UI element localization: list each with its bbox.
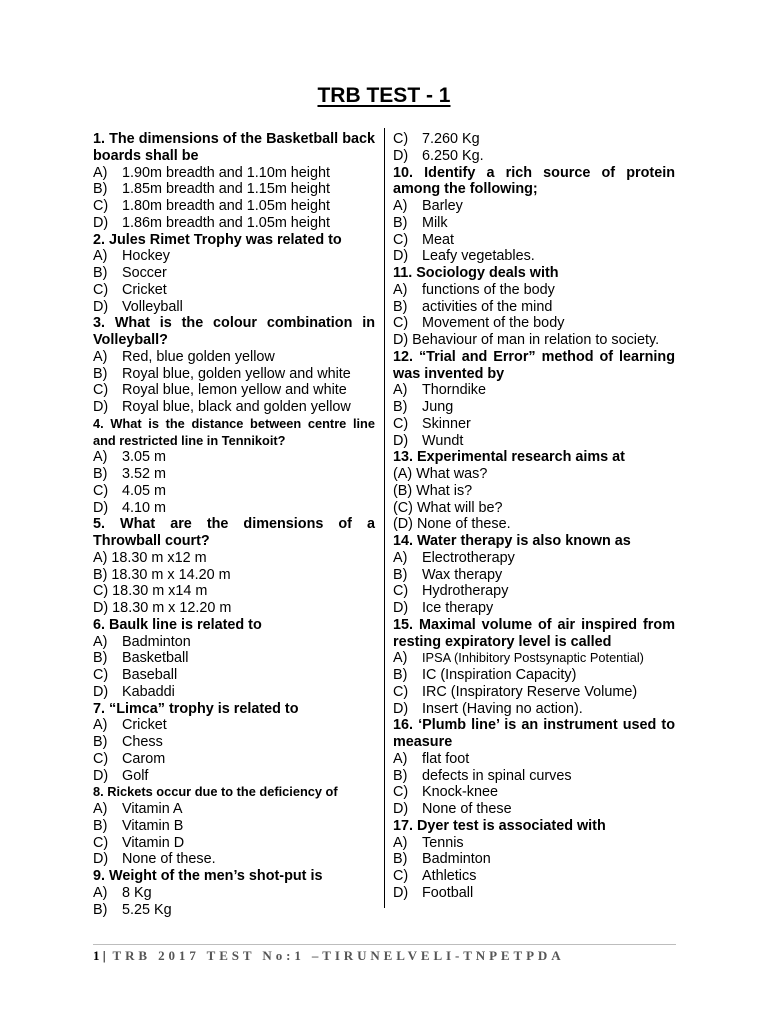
option-text: 1.86m breadth and 1.05m height — [122, 214, 331, 231]
option-label: D) — [393, 884, 409, 901]
answer-option — [393, 131, 675, 148]
answer-option — [93, 466, 375, 483]
option-text: Barley — [422, 198, 463, 214]
option-label: C) — [393, 315, 409, 332]
answer-option — [393, 198, 675, 215]
question-text: 7. “Limca” trophy is related to — [93, 700, 299, 717]
option-text: None of these — [422, 801, 512, 817]
option-label: D) — [93, 683, 109, 700]
option-text: Cricket — [122, 717, 167, 734]
answer-option — [393, 399, 675, 416]
question-text: 6. Baulk line is related to — [93, 616, 262, 633]
option-text: Thorndike — [422, 382, 486, 399]
option-text: 1.80m breadth and 1.05m height — [122, 198, 331, 214]
option-label: B) — [393, 851, 408, 868]
answer-option — [393, 248, 675, 265]
answer-option — [393, 416, 675, 433]
answer-option — [93, 902, 375, 919]
option-text: Skinner — [422, 415, 471, 432]
option-text: Royal blue, golden yellow and white — [122, 365, 351, 382]
option-label: D) — [393, 600, 409, 616]
answer-option — [393, 433, 675, 450]
option-label: A) — [93, 449, 108, 466]
option-label: C) — [393, 583, 409, 600]
option-label: A) — [93, 633, 108, 650]
answer-option — [93, 215, 375, 232]
answer-option — [93, 717, 375, 734]
option-label: B) — [393, 214, 408, 231]
answer-option — [93, 349, 375, 366]
answer-option — [93, 500, 375, 517]
answer-option — [93, 282, 375, 299]
answer-option: (B) What is? — [393, 482, 473, 499]
option-text: IC (Inspiration Capacity) — [422, 667, 577, 683]
option-label: B) — [93, 265, 108, 281]
answer-option — [393, 784, 675, 801]
question-text: 9. Weight of the men’s shot-put is — [93, 868, 323, 884]
answer-option — [393, 567, 675, 584]
option-text: Baseball — [122, 667, 178, 683]
answer-option — [393, 583, 675, 600]
option-label: A) — [393, 198, 408, 214]
option-text: Ice therapy — [422, 600, 494, 616]
question-text: 1. The dimensions of the Basketball back boards shall be — [93, 131, 375, 164]
option-text: Vitamin B — [122, 817, 184, 834]
option-text: IPSA (Inhibitory Postsynaptic Potential) — [422, 650, 644, 666]
option-text: activities of the mind — [422, 298, 553, 315]
question-text: 14. Water therapy is also known as — [393, 533, 631, 549]
option-label: C) — [93, 281, 109, 298]
option-text: Electrotherapy — [422, 549, 515, 566]
answer-option — [393, 885, 675, 902]
option-text: Badminton — [422, 851, 491, 868]
option-label: A) — [393, 281, 408, 298]
answer-option — [393, 835, 675, 852]
option-label: A) — [93, 348, 108, 365]
answer-option — [93, 684, 375, 701]
option-label: C) — [393, 784, 409, 801]
answer-option: (D) None of these. — [393, 516, 511, 533]
answer-option — [93, 181, 375, 198]
answer-option: (C) What will be? — [393, 499, 503, 516]
page-footer — [93, 948, 565, 964]
option-text: Royal blue, lemon yellow and white — [122, 382, 347, 399]
answer-option — [93, 449, 375, 466]
option-text: 3.05 m — [122, 449, 166, 466]
option-label: D) — [93, 399, 109, 415]
option-label: D) — [93, 851, 109, 868]
option-text: Vitamin D — [122, 834, 185, 851]
answer-option — [93, 265, 375, 282]
option-label: B) — [93, 734, 108, 750]
option-label: D) — [393, 147, 409, 164]
answer-option — [393, 600, 675, 617]
option-label: B) — [93, 365, 108, 382]
answer-option: D) Behaviour of man in relation to society. — [393, 332, 660, 348]
answer-option — [393, 751, 675, 768]
answer-option — [93, 366, 375, 383]
question-text: 3. What is the colour combination in Volleyball? — [93, 315, 375, 348]
option-text: 5.25 Kg — [122, 901, 172, 918]
option-label: A) — [393, 834, 408, 851]
option-label: D) — [93, 767, 109, 784]
option-label: B) — [93, 901, 108, 918]
option-label: B) — [393, 667, 408, 683]
answer-option — [393, 215, 675, 232]
option-label: A) — [393, 750, 408, 767]
option-text: Insert (Having no action). — [422, 700, 583, 717]
option-label: C) — [393, 131, 409, 147]
option-label: A) — [93, 717, 108, 734]
answer-option: A) 18.30 m x12 m — [93, 549, 207, 566]
answer-option — [393, 282, 675, 299]
answer-option — [93, 768, 375, 785]
answer-option — [393, 550, 675, 567]
answer-option — [393, 315, 675, 332]
option-label: C) — [393, 868, 409, 884]
option-label: C) — [93, 382, 109, 399]
answer-option — [93, 667, 375, 684]
option-text: Milk — [422, 214, 448, 231]
answer-option — [393, 382, 675, 399]
answer-option — [93, 165, 375, 182]
option-text: 3.52 m — [122, 466, 166, 482]
question-text: 15. Maximal volume of air inspired from resting expiratory level is called — [393, 616, 675, 650]
option-label: A) — [393, 382, 408, 399]
option-label: B) — [393, 399, 408, 415]
option-text: Wax therapy — [422, 566, 503, 583]
option-label: B) — [393, 566, 408, 583]
option-text: Leafy vegetables. — [422, 248, 535, 265]
option-text: 6.250 Kg. — [422, 147, 484, 164]
answer-option — [93, 198, 375, 215]
option-text: functions of the body — [422, 281, 555, 298]
option-text: Vitamin A — [122, 801, 183, 817]
option-text: Cricket — [122, 281, 167, 298]
question-text: 5. What are the dimensions of a Throwball court? — [93, 516, 375, 549]
option-text: Knock-knee — [422, 784, 498, 801]
option-text: Movement of the body — [422, 315, 565, 332]
option-text: Jung — [422, 399, 454, 415]
option-text: 4.05 m — [122, 482, 166, 499]
answer-option — [93, 818, 375, 835]
option-text: 1.85m breadth and 1.15m height — [122, 181, 331, 198]
option-label: B) — [93, 181, 108, 198]
option-text: Hydrotherapy — [422, 583, 509, 600]
option-label: A) — [93, 248, 108, 265]
option-text: 7.260 Kg — [422, 131, 480, 147]
option-label: C) — [393, 231, 409, 248]
option-text: None of these. — [122, 851, 216, 868]
answer-option — [393, 851, 675, 868]
column-divider — [384, 128, 385, 908]
answer-option — [393, 650, 675, 667]
option-text: Soccer — [122, 265, 167, 281]
option-label: B) — [93, 650, 108, 667]
option-text: Chess — [122, 734, 163, 750]
option-text: Volleyball — [122, 298, 183, 315]
answer-option — [393, 148, 675, 165]
answer-option: B) 18.30 m x 14.20 m — [93, 566, 231, 583]
option-text: 1.90m breadth and 1.10m height — [122, 164, 331, 181]
option-text: Tennis — [422, 834, 464, 851]
answer-option — [393, 232, 675, 249]
answer-option: C) 18.30 m x14 m — [93, 583, 208, 600]
page-number: 1 | — [93, 948, 106, 963]
answer-option — [93, 650, 375, 667]
answer-option — [93, 835, 375, 852]
answer-option — [93, 885, 375, 902]
option-label: B) — [393, 767, 408, 784]
question-text: 12. “Trial and Error” method of learning was invented by — [393, 348, 675, 382]
option-label: C) — [93, 482, 109, 499]
option-label: D) — [93, 298, 109, 315]
option-label: C) — [393, 683, 409, 700]
answer-option — [393, 684, 675, 701]
option-label: C) — [393, 415, 409, 432]
answer-option — [93, 851, 375, 868]
option-label: B) — [393, 298, 408, 315]
option-label: D) — [393, 700, 409, 717]
option-text: Carom — [122, 750, 166, 767]
answer-option — [93, 483, 375, 500]
option-label: C) — [93, 834, 109, 851]
option-text: IRC (Inspiratory Reserve Volume) — [422, 683, 638, 700]
option-text: Golf — [122, 767, 149, 784]
answer-option — [393, 667, 675, 684]
answer-option — [393, 801, 675, 818]
answer-option — [93, 634, 375, 651]
answer-option: D) 18.30 m x 12.20 m — [93, 600, 232, 616]
footer-rule — [93, 944, 676, 945]
option-label: A) — [393, 650, 408, 667]
option-text: Red, blue golden yellow — [122, 348, 275, 365]
answer-option — [93, 299, 375, 316]
option-label: A) — [93, 164, 108, 181]
answer-option: (A) What was? — [393, 466, 488, 482]
question-text: 13. Experimental research aims at — [393, 449, 625, 466]
answer-option — [393, 768, 675, 785]
option-label: B) — [93, 817, 108, 834]
option-text: Kabaddi — [122, 683, 175, 700]
answer-option — [393, 299, 675, 316]
question-text: 11. Sociology deals with — [393, 265, 559, 281]
option-label: C) — [93, 750, 109, 767]
option-label: A) — [393, 549, 408, 566]
option-text: Hockey — [122, 248, 170, 265]
option-label: D) — [393, 432, 409, 449]
answer-option — [93, 382, 375, 399]
option-text: Royal blue, black and golden yellow — [122, 399, 351, 415]
option-text: Football — [422, 884, 474, 901]
option-text: Basketball — [122, 650, 189, 667]
option-label: C) — [93, 667, 109, 683]
answer-option — [393, 701, 675, 718]
answer-option — [93, 399, 375, 416]
right-question-column — [393, 131, 675, 902]
option-label: D) — [393, 248, 409, 265]
option-label: A) — [93, 884, 108, 901]
option-text: 4.10 m — [122, 499, 166, 516]
question-text: 17. Dyer test is associated with — [393, 817, 606, 834]
option-label: B) — [93, 466, 108, 482]
answer-option — [93, 248, 375, 265]
question-text: 16. ‘Plumb line’ is an instrument used to measure — [393, 717, 675, 750]
option-text: Athletics — [422, 868, 477, 884]
option-label: D) — [93, 499, 109, 516]
question-text: 4. What is the distance between centre line and restricted line in Tennikoit? — [93, 415, 375, 448]
option-label: D) — [393, 801, 409, 817]
option-text: 8 Kg — [122, 884, 152, 901]
option-label: A) — [93, 801, 108, 817]
left-question-column — [93, 131, 375, 918]
option-text: defects in spinal curves — [422, 767, 572, 784]
option-text: Meat — [422, 231, 454, 248]
question-text: 2. Jules Rimet Trophy was related to — [93, 231, 342, 248]
answer-option — [93, 734, 375, 751]
option-text: Badminton — [122, 633, 191, 650]
answer-option — [393, 868, 675, 885]
answer-option — [93, 751, 375, 768]
option-text: flat foot — [422, 750, 470, 767]
question-text: 10. Identify a rich source of protein among the following; — [393, 164, 675, 198]
footer-text: TRB 2017 TEST No:1 –TIRUNELVELI-TNPETPDA — [112, 948, 565, 963]
answer-option — [93, 801, 375, 818]
option-label: D) — [93, 214, 109, 231]
page-title: TRB TEST - 1 — [317, 84, 451, 107]
option-text: Wundt — [422, 432, 464, 449]
option-label: C) — [93, 198, 109, 214]
question-text: 8. Rickets occur due to the deficiency of — [93, 784, 338, 800]
